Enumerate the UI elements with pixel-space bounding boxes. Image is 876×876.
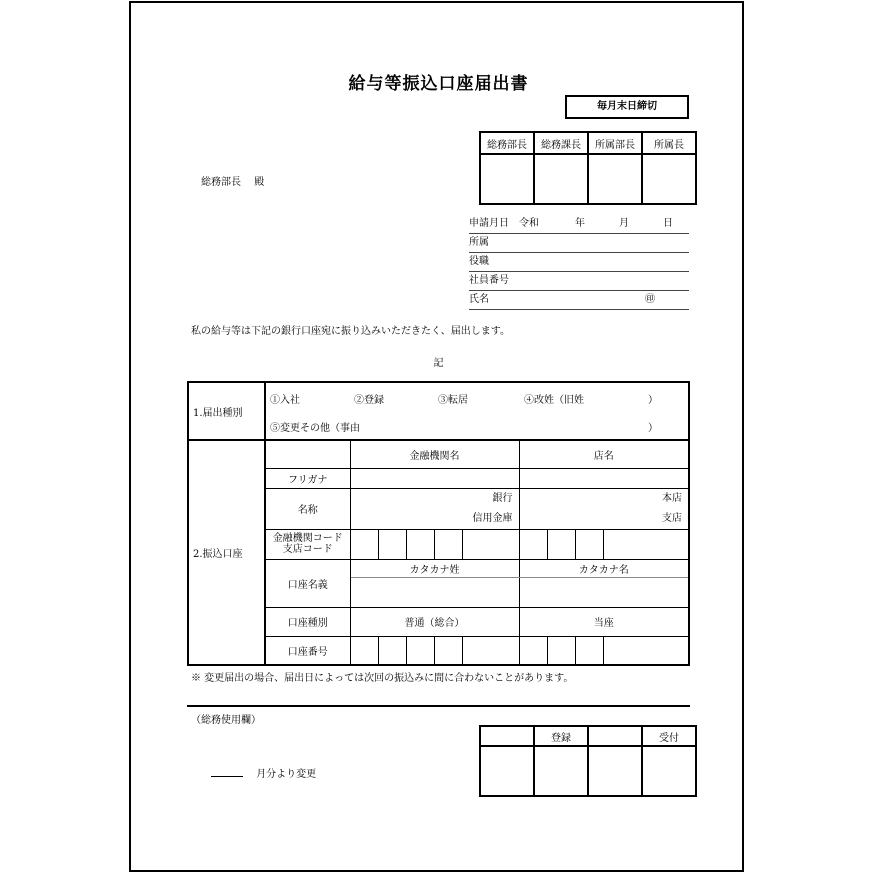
- registry-header: [480, 726, 534, 746]
- statement-text: 私の給与等は下記の銀行口座宛に振り込みいただきたく、届出します。: [191, 326, 510, 337]
- department-row[interactable]: 所属: [469, 234, 689, 253]
- name-label: 名称: [265, 488, 350, 529]
- bank-code-digit[interactable]: [378, 529, 406, 559]
- account-digit[interactable]: [519, 636, 547, 665]
- registry-header: [588, 726, 642, 746]
- approval-header: 総務課長: [534, 132, 588, 154]
- addressee: 総務部長 殿: [201, 177, 265, 188]
- branch-code-digit[interactable]: [575, 529, 603, 559]
- change-month: 月分より変更: [211, 765, 316, 780]
- number-label: 口座番号: [265, 636, 350, 665]
- registry-header: 登録: [534, 726, 588, 746]
- approval-stamp-table: [479, 131, 697, 205]
- section1-options-row[interactable]: ①入社 ②登録 ③転居 ④改姓（旧姓 ）: [265, 382, 689, 411]
- type-label: 口座種別: [265, 607, 350, 636]
- change-month-field[interactable]: [211, 776, 243, 777]
- approval-stamp-cell[interactable]: [534, 154, 588, 204]
- kana-last-field[interactable]: [350, 577, 519, 607]
- bank-name-field[interactable]: 銀行 信用金庫: [350, 488, 519, 529]
- registry-cell[interactable]: [534, 746, 588, 796]
- registry-header: 受付: [642, 726, 696, 746]
- code-spacer: [462, 529, 519, 559]
- position-row[interactable]: 役職: [469, 253, 689, 272]
- code-label: 金融機関コード 支店コード: [265, 529, 350, 559]
- bank-furigana-field[interactable]: [350, 468, 519, 488]
- form-page: [129, 1, 744, 872]
- account-spacer: [603, 636, 689, 665]
- furigana-label: フリガナ: [265, 468, 350, 488]
- approval-header: 所属長: [642, 132, 696, 154]
- approval-header: 所属部長: [588, 132, 642, 154]
- bank-code-digit[interactable]: [406, 529, 434, 559]
- type-current-option[interactable]: 当座: [519, 607, 689, 636]
- section1-label: 1.届出種別: [188, 382, 265, 440]
- registry-cell[interactable]: [480, 746, 534, 796]
- note-text: ※ 変更届出の場合、届出日によっては次回の振込みに間に合わないことがあります。: [191, 673, 574, 684]
- applicant-info: [469, 215, 689, 310]
- registry-cell[interactable]: [588, 746, 642, 796]
- approval-stamp-cell[interactable]: [480, 154, 534, 204]
- type-ordinary-option[interactable]: 普通（総合）: [350, 607, 519, 636]
- application-date-row[interactable]: 申請月日 令和 年 月 日: [469, 215, 689, 234]
- account-digit[interactable]: [434, 636, 462, 665]
- ki-label: 記: [433, 358, 444, 369]
- kana-first-label: カタカナ名: [519, 559, 689, 577]
- main-form-table: [187, 381, 690, 666]
- section2-label: 2.振込口座: [188, 440, 265, 665]
- code-spacer: [603, 529, 689, 559]
- bank-name-header: 金融機関名: [350, 440, 519, 468]
- approval-stamp-cell[interactable]: [588, 154, 642, 204]
- deadline-box: 毎月末日締切: [565, 95, 689, 119]
- kana-first-field[interactable]: [519, 577, 689, 607]
- name-row[interactable]: 氏名 ㊞: [469, 291, 689, 310]
- branch-code-digit[interactable]: [519, 529, 547, 559]
- kana-last-label: カタカナ姓: [350, 559, 519, 577]
- branch-code-digit[interactable]: [547, 529, 575, 559]
- holder-label: 口座名義: [265, 559, 350, 607]
- bank-code-digit[interactable]: [350, 529, 378, 559]
- section1-other-row[interactable]: ⑤変更その他（事由 ）: [265, 411, 689, 440]
- approval-header: 総務部長: [480, 132, 534, 154]
- branch-name-field[interactable]: 本店 支店: [519, 488, 689, 529]
- registry-table: [479, 725, 697, 797]
- account-digit[interactable]: [575, 636, 603, 665]
- blank-cell: [265, 440, 350, 468]
- approval-stamp-cell[interactable]: [642, 154, 696, 204]
- account-digit[interactable]: [547, 636, 575, 665]
- account-digit[interactable]: [406, 636, 434, 665]
- bank-code-digit[interactable]: [434, 529, 462, 559]
- seal-mark: ㊞: [645, 294, 655, 305]
- office-use-label: （総務使用欄）: [191, 715, 261, 726]
- registry-cell[interactable]: [642, 746, 696, 796]
- account-digit[interactable]: [462, 636, 519, 665]
- employee-number-row[interactable]: 社員番号: [469, 272, 689, 291]
- account-digit[interactable]: [378, 636, 406, 665]
- branch-furigana-field[interactable]: [519, 468, 689, 488]
- branch-name-header: 店名: [519, 440, 689, 468]
- form-title: 給与等振込口座届出書: [348, 74, 529, 94]
- account-digit[interactable]: [350, 636, 378, 665]
- divider: [187, 705, 690, 707]
